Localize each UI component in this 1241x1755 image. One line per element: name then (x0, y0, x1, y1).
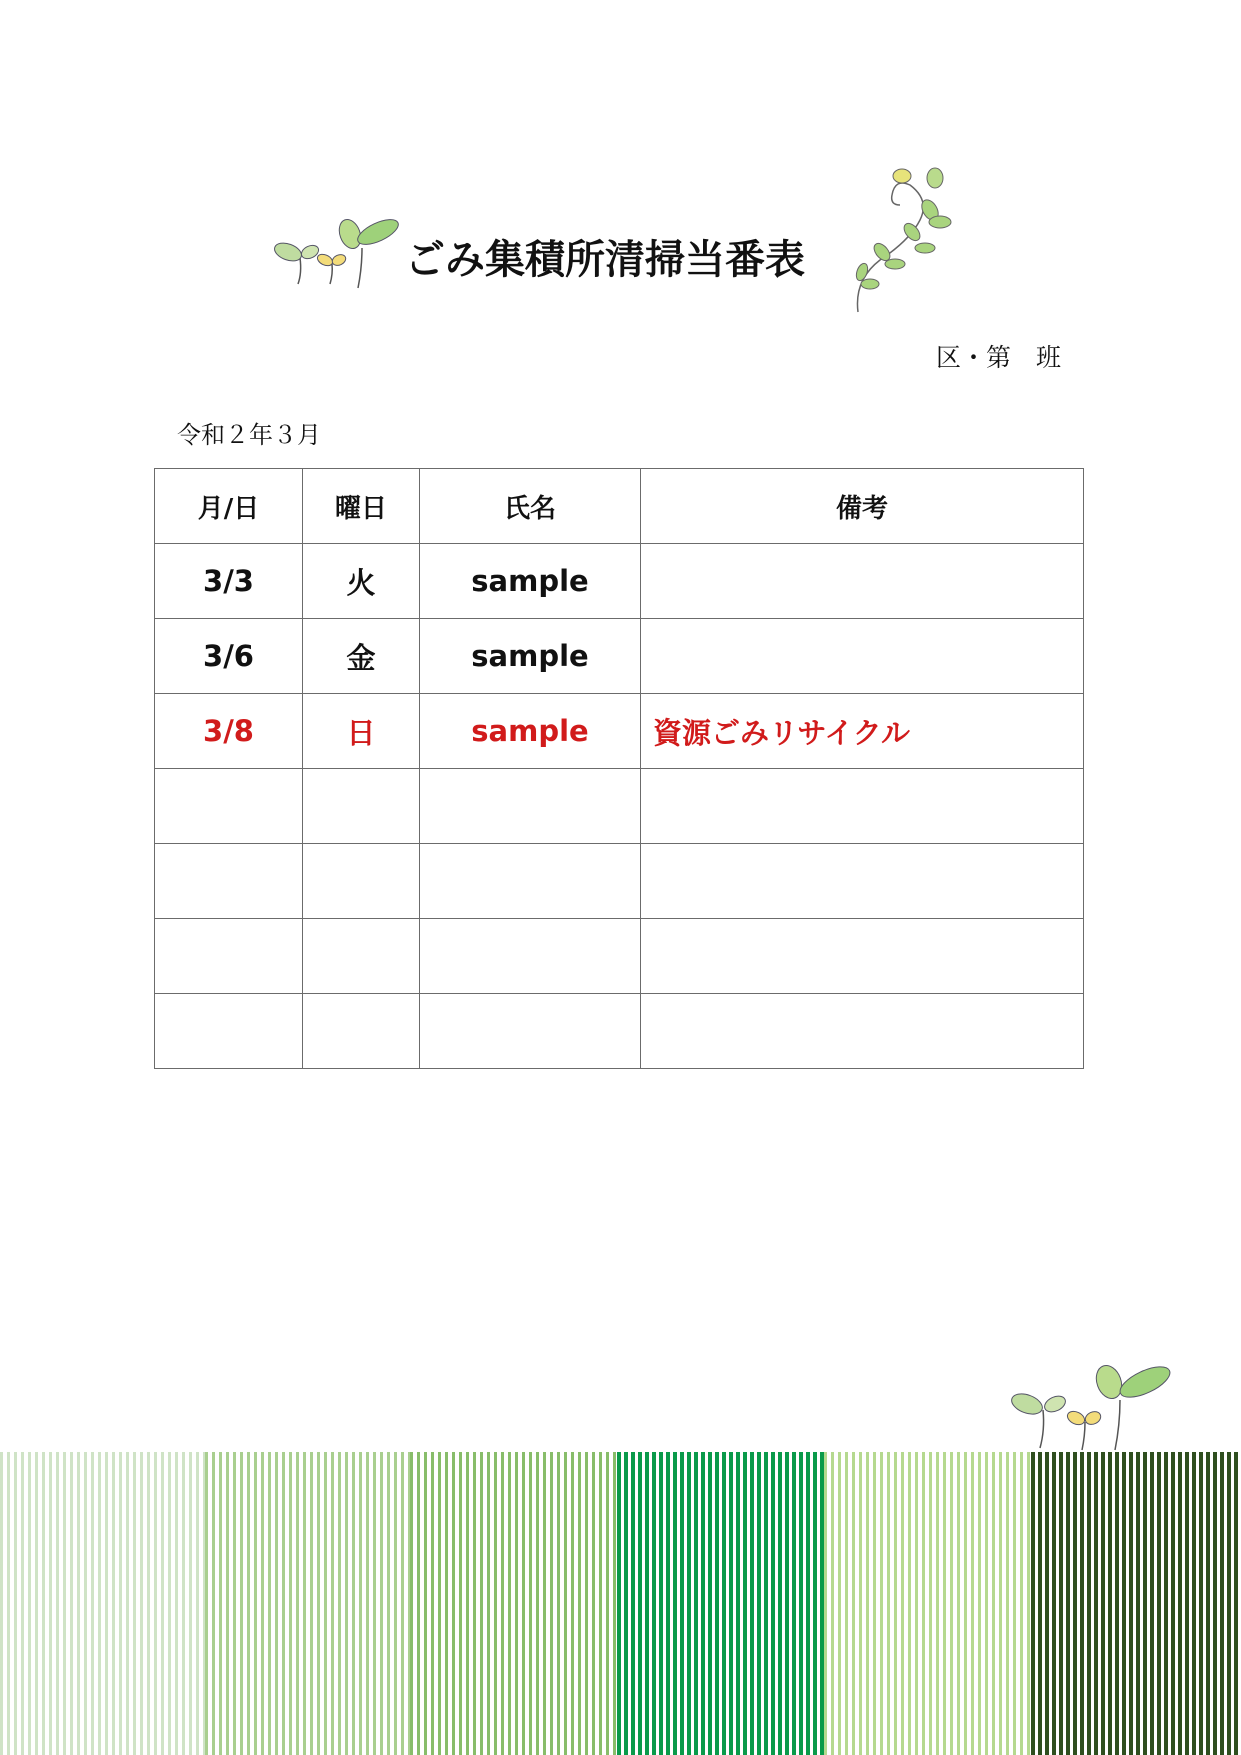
table-row (155, 844, 1084, 919)
duty-roster-table (154, 468, 1084, 1069)
header-date: 月/日 (155, 469, 303, 544)
table-row (155, 994, 1084, 1069)
cell-note: 資源ごみリサイクル (641, 694, 1084, 769)
cell-date: 3/3 (155, 544, 303, 619)
stripe-segment (1031, 1452, 1241, 1755)
header-day: 曜日 (303, 469, 420, 544)
stripe-segment (410, 1452, 617, 1755)
stripe-segment (617, 1452, 824, 1755)
table-row (155, 769, 1084, 844)
cell-day: 火 (303, 544, 420, 619)
cell-name: sample (420, 694, 641, 769)
cell-date (155, 844, 303, 919)
table-row-highlighted (155, 694, 1084, 769)
sprout-icon-left (270, 218, 406, 294)
cell-day: 日 (303, 694, 420, 769)
cell-note (641, 919, 1084, 994)
vine-icon-right (850, 160, 960, 320)
table-header-row (155, 469, 1084, 544)
cell-day (303, 919, 420, 994)
cell-note (641, 769, 1084, 844)
cell-note (641, 619, 1084, 694)
cell-date (155, 769, 303, 844)
district-label: 区・第 班 (936, 343, 1062, 372)
cell-name: sample (420, 544, 641, 619)
cell-note (641, 544, 1084, 619)
header-note: 備考 (641, 469, 1084, 544)
sprout-icon-bottom (1005, 1360, 1180, 1452)
stripe-segment (824, 1452, 1031, 1755)
table-row (155, 544, 1084, 619)
table-row (155, 919, 1084, 994)
cell-day: 金 (303, 619, 420, 694)
cell-note (641, 844, 1084, 919)
stripe-segment (205, 1452, 410, 1755)
stripe-segment (0, 1452, 205, 1755)
cell-date: 3/8 (155, 694, 303, 769)
table-row (155, 619, 1084, 694)
cell-date (155, 994, 303, 1069)
cell-date: 3/6 (155, 619, 303, 694)
cell-day (303, 769, 420, 844)
cell-day (303, 844, 420, 919)
cell-name (420, 919, 641, 994)
page-title: ごみ集積所清掃当番表 (405, 237, 805, 283)
cell-note (641, 994, 1084, 1069)
green-stripe-border (0, 1452, 1241, 1755)
cell-date (155, 919, 303, 994)
cell-day (303, 994, 420, 1069)
cell-name (420, 769, 641, 844)
header-name: 氏名 (420, 469, 641, 544)
cell-name (420, 844, 641, 919)
date-label: 令和２年３月 (177, 421, 321, 449)
cell-name (420, 994, 641, 1069)
cell-name: sample (420, 619, 641, 694)
